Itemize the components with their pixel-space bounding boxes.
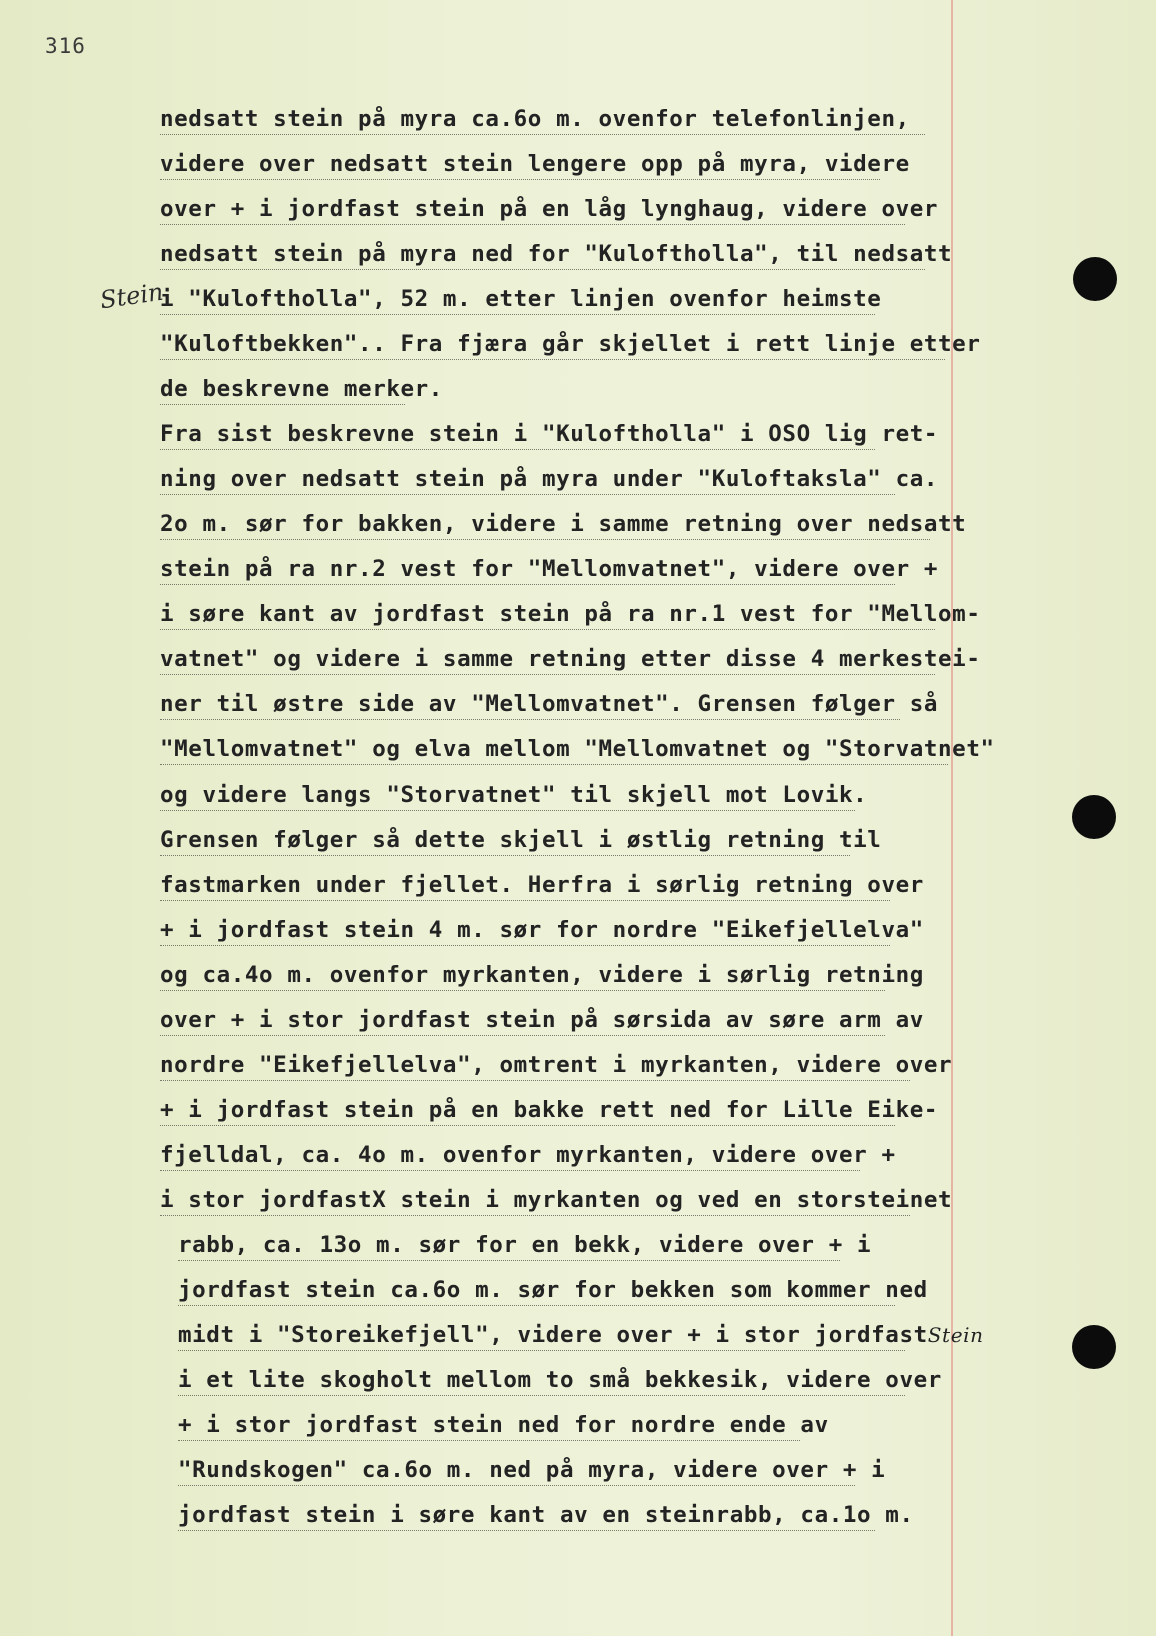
dotted-rule xyxy=(160,584,895,585)
dotted-rule xyxy=(160,1080,910,1081)
dotted-rule xyxy=(178,1440,800,1441)
dotted-rule xyxy=(160,314,875,315)
text-line: stein på ra nr.2 vest for "Mellomvatnet", videre over + xyxy=(160,556,939,582)
dotted-rule xyxy=(160,674,935,675)
text-line: nedsatt stein på myra ca.6o m. ovenfor telefonlinjen, xyxy=(160,106,910,132)
text-line: nedsatt stein på myra ned for "Kuloftholla", til nedsatt xyxy=(160,241,953,267)
dotted-rule xyxy=(160,990,885,991)
text-line: fjelldal, ca. 4o m. ovenfor myrkanten, videre over + xyxy=(160,1142,896,1168)
dotted-rule xyxy=(160,764,948,765)
dotted-rule xyxy=(178,1305,895,1306)
margin-handwritten-note: Stein xyxy=(98,277,166,315)
dotted-rule xyxy=(160,179,880,180)
text-line: jordfast stein ca.6o m. sør for bekken som kommer ned xyxy=(178,1277,928,1303)
text-line: nordre "Eikefjellelva", omtrent i myrkanten, videre over xyxy=(160,1052,953,1078)
dotted-rule xyxy=(160,449,875,450)
dotted-rule xyxy=(160,855,850,856)
text-line: og ca.4o m. ovenfor myrkanten, videre i sørlig retning xyxy=(160,962,924,988)
text-line: midt i "Storeikefjell", videre over + i stor jordfastStein xyxy=(178,1322,984,1348)
text-line: vatnet" og videre i samme retning etter disse 4 merkestei- xyxy=(160,646,981,672)
page-number: 316 xyxy=(45,34,86,58)
dotted-rule xyxy=(178,1260,840,1261)
text-line: i "Kuloftholla", 52 m. etter linjen ovenfor heimste xyxy=(160,286,882,312)
dotted-rule xyxy=(160,1035,885,1036)
text-line: ner til østre side av "Mellomvatnet". Grensen følger så xyxy=(160,691,939,717)
text-line: 2o m. sør for bakken, videre i samme retning over nedsatt xyxy=(160,511,967,537)
dotted-rule xyxy=(160,629,935,630)
dotted-rule xyxy=(160,810,855,811)
inline-handwritten-word: Stein xyxy=(927,1323,984,1347)
dotted-rule xyxy=(160,719,900,720)
text-line: fastmarken under fjellet. Herfra i sørlig retning over xyxy=(160,872,924,898)
dotted-rule xyxy=(178,1485,855,1486)
dotted-rule xyxy=(160,1215,910,1216)
dotted-rule xyxy=(160,945,890,946)
text-line: Fra sist beskrevne stein i "Kuloftholla" i OSO lig ret- xyxy=(160,421,939,447)
dotted-rule xyxy=(160,134,925,135)
punch-hole-middle xyxy=(1072,795,1116,839)
text-line: over + i stor jordfast stein på sørsida av søre arm av xyxy=(160,1007,924,1033)
dotted-rule xyxy=(160,1125,895,1126)
text-line: i et lite skogholt mellom to små bekkesik, videre over xyxy=(178,1367,942,1393)
text-line: rabb, ca. 13o m. sør for en bekk, videre over + i xyxy=(178,1232,872,1258)
text-line: + i jordfast stein på en bakke rett ned for Lille Eike- xyxy=(160,1097,939,1123)
text-line: Grensen følger så dette skjell i østlig retning til xyxy=(160,827,882,853)
text-line: de beskrevne merker. xyxy=(160,376,443,402)
dotted-rule xyxy=(178,1530,875,1531)
text-line: "Mellomvatnet" og elva mellom "Mellomvatnet og "Storvatnet" xyxy=(160,736,995,762)
text-line: + i stor jordfast stein ned for nordre ende av xyxy=(178,1412,829,1438)
text-line: ning over nedsatt stein på myra under "Kuloftaksla" ca. xyxy=(160,466,939,492)
punch-hole-top xyxy=(1073,257,1117,301)
text-line: "Kuloftbekken".. Fra fjæra går skjellet i rett linje etter xyxy=(160,331,981,357)
dotted-rule xyxy=(160,494,895,495)
dotted-rule xyxy=(160,539,930,540)
text-line: videre over nedsatt stein lengere opp på myra, videre xyxy=(160,151,910,177)
text-line: i stor jordfastX stein i myrkanten og ved en storsteinet xyxy=(160,1187,953,1213)
text-line: over + i jordfast stein på en låg lynghaug, videre over xyxy=(160,196,939,222)
dotted-rule xyxy=(160,1170,860,1171)
text-line: "Rundskogen" ca.6o m. ned på myra, videre over + i xyxy=(178,1457,886,1483)
text-line: i søre kant av jordfast stein på ra nr.1 vest for "Mellom- xyxy=(160,601,981,627)
text-line: + i jordfast stein 4 m. sør for nordre "Eikefjellelva" xyxy=(160,917,924,943)
text-line: og videre langs "Storvatnet" til skjell mot Lovik. xyxy=(160,782,868,808)
dotted-rule xyxy=(160,900,890,901)
dotted-rule xyxy=(178,1395,905,1396)
text-line: jordfast stein i søre kant av en steinrabb, ca.1o m. xyxy=(178,1502,914,1528)
dotted-rule xyxy=(178,1350,905,1351)
dotted-rule xyxy=(160,359,945,360)
dotted-rule xyxy=(160,224,905,225)
dotted-rule xyxy=(160,269,925,270)
dotted-rule xyxy=(160,404,405,405)
punch-hole-bottom xyxy=(1072,1325,1116,1369)
